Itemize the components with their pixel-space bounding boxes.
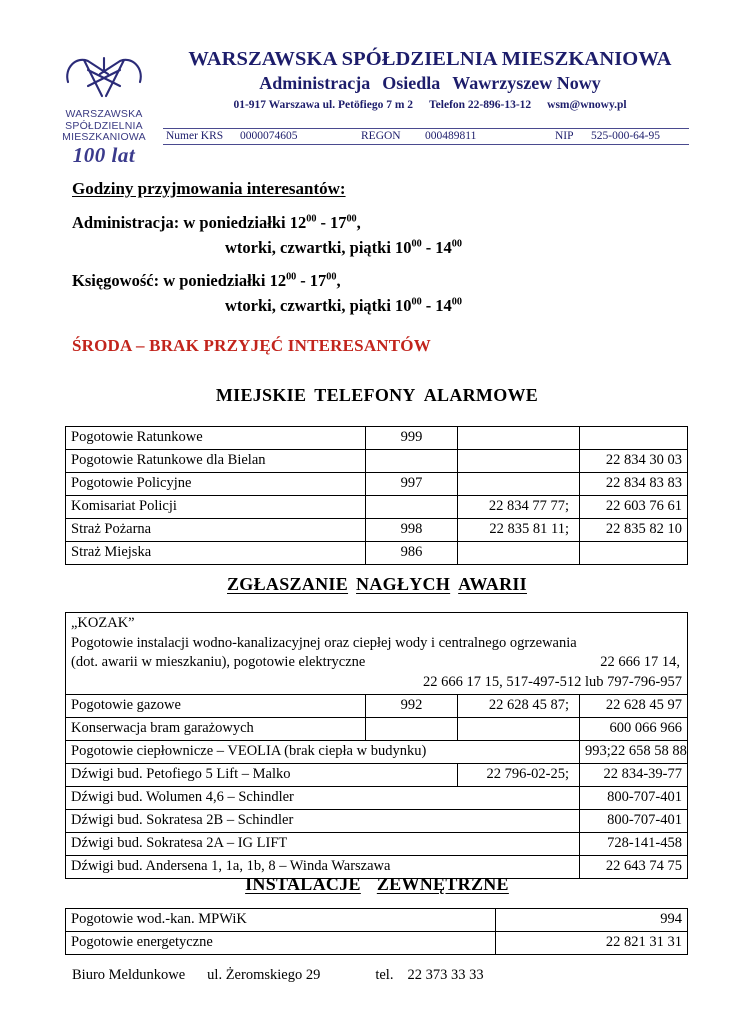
krs-label: Numer KRS — [166, 130, 224, 142]
service-name: Pogotowie Ratunkowe dla Bielan — [66, 450, 366, 473]
failure-reporting-tbody — [66, 613, 688, 879]
logo-word-3: MIESZKANIOWA — [62, 131, 146, 143]
phone-secondary: 994 — [496, 909, 688, 932]
service-name: Pogotowie gazowe — [66, 695, 366, 718]
phone-secondary: 728-141-458 — [580, 833, 688, 856]
instal-heading-word-2: ZEWNĘTRZNE — [376, 874, 509, 894]
administration-time-from-2: $10^{00}$ — [395, 238, 422, 257]
table-row — [66, 787, 688, 810]
subtitle-part-1: Administracja — [259, 73, 371, 93]
administration-monday-line: Administracja: w poniedziałki $12^{00} - 17^{00}$, — [72, 213, 361, 232]
phone-primary: 22 834 77 77; — [458, 496, 580, 519]
service-name: Straż Pożarna — [66, 519, 366, 542]
logo-word-2: SPÓŁDZIELNIA — [65, 119, 143, 132]
phone-secondary: 22 834 83 83 — [580, 473, 688, 496]
short-number — [366, 718, 458, 741]
table-row — [66, 542, 688, 565]
kozak-electric-row — [71, 653, 682, 673]
office-address: 01-917 Warszawa ul. Petöfiego 7 m 2 — [233, 99, 414, 111]
kozak-title: „KOZAK” — [71, 615, 135, 631]
accounting-time-to-2: $14^{00}$ — [435, 296, 462, 315]
phone-primary — [458, 718, 580, 741]
administration-other-days-line: wtorki, czwartki, piątki $10^{00} - 14^{00}$ — [225, 238, 462, 257]
service-name: Pogotowie Policyjne — [66, 473, 366, 496]
kozak-phone-primary: 22 666 17 14, — [600, 654, 681, 670]
awarie-heading-word-2: NAGŁYCH — [356, 574, 451, 594]
registry-line — [163, 128, 689, 145]
table-row — [66, 932, 688, 955]
short-number — [366, 450, 458, 473]
table-row — [66, 427, 688, 450]
awarie-heading-word-1: ZGŁASZANIE — [227, 574, 349, 594]
phone-secondary: 22 821 31 31 — [496, 932, 688, 955]
alarm-heading-word-1: MIEJSKIE — [215, 385, 307, 405]
phone-primary: 22 835 81 11; — [458, 519, 580, 542]
phone-secondary: 22 835 82 10 — [580, 519, 688, 542]
krs-value: 0000074605 — [240, 130, 298, 142]
wsm-logo-words — [48, 109, 160, 144]
table-row — [66, 519, 688, 542]
short-number: 997 — [366, 473, 458, 496]
phone-secondary: 800-707-401 — [580, 810, 688, 833]
footer-registration-office — [72, 965, 484, 985]
kozak-description: Pogotowie instalacji wodno-kanalizacyjnej oraz ciepłej wody i centralnego ogrzewania — [71, 634, 577, 651]
footer-tel-label: tel. — [375, 967, 394, 983]
office-email: wsm@wnowy.pl — [547, 99, 627, 111]
accounting-monday-line: Księgowość: w poniedziałki $12^{00} - 17^{00}$, — [72, 271, 341, 290]
service-name: Konserwacja bram garażowych — [66, 718, 366, 741]
short-number: 998 — [366, 519, 458, 542]
service-name: Straż Miejska — [66, 542, 366, 565]
phone-secondary: 600 066 966 — [580, 718, 688, 741]
accounting-label: Księgowość: w poniedziałki — [72, 271, 266, 290]
office-phone: Telefon 22-896-13-12 — [429, 99, 532, 111]
table-row — [66, 695, 688, 718]
phone-primary: 22 628 45 87; — [458, 695, 580, 718]
kozak-cell — [66, 613, 688, 695]
service-name: Dźwigi bud. Wolumen 4,6 – Schindler — [66, 787, 580, 810]
footer-office-address: ul. Żeromskiego 29 — [207, 967, 321, 983]
table-row — [66, 473, 688, 496]
phone-secondary: 22 834-39-77 — [580, 764, 688, 787]
wednesday-closed-notice: ŚRODA – BRAK PRZYJĘĆ INTERESANTÓW — [72, 336, 431, 355]
phone-group — [580, 741, 688, 764]
letterhead-text — [160, 47, 700, 113]
service-name: Komisariat Policji — [66, 496, 366, 519]
service-name: Pogotowie Ratunkowe — [66, 427, 366, 450]
accounting-time-from-2: $10^{00}$ — [395, 296, 422, 315]
short-number: 986 — [366, 542, 458, 565]
organization-contact — [160, 97, 700, 113]
phone-secondary — [580, 542, 688, 565]
phone-secondary — [580, 427, 688, 450]
phone-primary — [458, 542, 580, 565]
subtitle-part-2: Osiedla — [382, 73, 441, 93]
accounting-other-days-line: wtorki, czwartki, piątki $10^{00} - 14^{00}$ — [225, 296, 462, 315]
office-hours-section — [0, 178, 754, 318]
administration-time-to-2: $14^{00}$ — [435, 238, 462, 257]
phone-primary — [458, 473, 580, 496]
phone-secondary: 22 643 74 75 — [580, 856, 688, 879]
logo-word-1: WARSZAWSKA — [65, 108, 143, 120]
regon-label: REGON — [361, 130, 401, 142]
awarie-heading-word-3: AWARII — [458, 574, 527, 594]
service-name: Dźwigi bud. Sokratesa 2A – IG LIFT — [66, 833, 580, 856]
service-name: Pogotowie ciepłownicze – VEOLIA (brak ciepła w budynku) — [66, 741, 580, 764]
phone-primary — [458, 427, 580, 450]
nip-value: 525-000-64-95 — [591, 130, 660, 142]
service-name: Dźwigi bud. Sokratesa 2B – Schindler — [66, 810, 580, 833]
office-hours-accounting — [0, 268, 754, 318]
administration-label: Administracja: w poniedziałki — [72, 213, 286, 232]
accounting-days: wtorki, czwartki, piątki — [225, 296, 391, 315]
table-row — [66, 810, 688, 833]
phone-primary: 22 796-02-25; — [458, 764, 580, 787]
section-heading-external-installations — [0, 874, 754, 895]
emergency-phones-tbody — [66, 427, 688, 565]
kozak-phones-extra: 22 666 17 15, 517-497-512 lub 797-796-957 — [423, 673, 683, 690]
section-heading-emergency-phones — [0, 385, 754, 406]
phone-secondary: 22 603 76 61 — [580, 496, 688, 519]
table-row — [66, 833, 688, 856]
short-number: 992 — [366, 695, 458, 718]
subtitle-part-3: Wawrzyszew Nowy — [452, 73, 601, 93]
office-hours-title: Godziny przyjmowania interesantów: — [72, 179, 346, 198]
service-name: Dźwigi bud. Andersena 1, 1a, 1b, 8 – Winda Warszawa — [66, 856, 580, 879]
phone-secondary: 22 834 30 03 — [580, 450, 688, 473]
organization-subtitle — [160, 72, 700, 95]
alarm-heading-word-3: ALARMOWE — [423, 385, 539, 405]
office-hours-administration — [0, 210, 754, 260]
logo-anniversary: 100 lat — [72, 142, 136, 167]
kozak-electric-label: (dot. awarii w mieszkaniu), pogotowie elektryczne — [71, 654, 366, 670]
phone-primary — [458, 450, 580, 473]
administration-time-to: $17^{00}$ — [329, 213, 357, 232]
service-name: Pogotowie wod.-kan. MPWiK — [66, 909, 496, 932]
wsm-logo — [48, 52, 160, 167]
table-row — [66, 909, 688, 932]
footer-tel-value: 22 373 33 33 — [407, 967, 484, 983]
phone-secondary: 22 658 58 88 — [610, 743, 687, 759]
regon-value: 000489811 — [425, 130, 477, 142]
section-heading-report-failures — [0, 574, 754, 595]
phone-secondary: 800-707-401 — [580, 787, 688, 810]
accounting-time-from: $12^{00}$ — [269, 271, 297, 290]
service-name: Pogotowie energetyczne — [66, 932, 496, 955]
short-number: 999 — [366, 427, 458, 450]
external-installations-tbody — [66, 909, 688, 955]
wsm-monogram-icon — [48, 52, 160, 109]
table-row — [66, 496, 688, 519]
phone-primary: 993; — [585, 743, 611, 759]
accounting-time-to: $17^{00}$ — [309, 271, 337, 290]
table-row — [66, 741, 688, 764]
external-installations-table — [65, 908, 688, 955]
footer-office-label: Biuro Meldunkowe — [72, 967, 186, 983]
table-row-kozak — [66, 613, 688, 695]
nip-label: NIP — [555, 130, 574, 142]
emergency-phones-table — [65, 426, 688, 565]
organization-name: WARSZAWSKA SPÓŁDZIELNIA MIESZKANIOWA — [188, 48, 672, 70]
administration-time-from: $12^{00}$ — [289, 213, 317, 232]
failure-reporting-table — [65, 612, 688, 879]
table-row — [66, 764, 688, 787]
alarm-heading-word-2: TELEFONY — [314, 385, 416, 405]
table-row — [66, 450, 688, 473]
letterhead-header — [0, 0, 754, 167]
phone-secondary: 22 628 45 97 — [580, 695, 688, 718]
service-name: Dźwigi bud. Petofiego 5 Lift – Malko — [66, 764, 458, 787]
instal-heading-word-1: INSTALACJE — [245, 874, 361, 894]
short-number — [366, 496, 458, 519]
table-row — [66, 718, 688, 741]
administration-days: wtorki, czwartki, piątki — [225, 238, 391, 257]
